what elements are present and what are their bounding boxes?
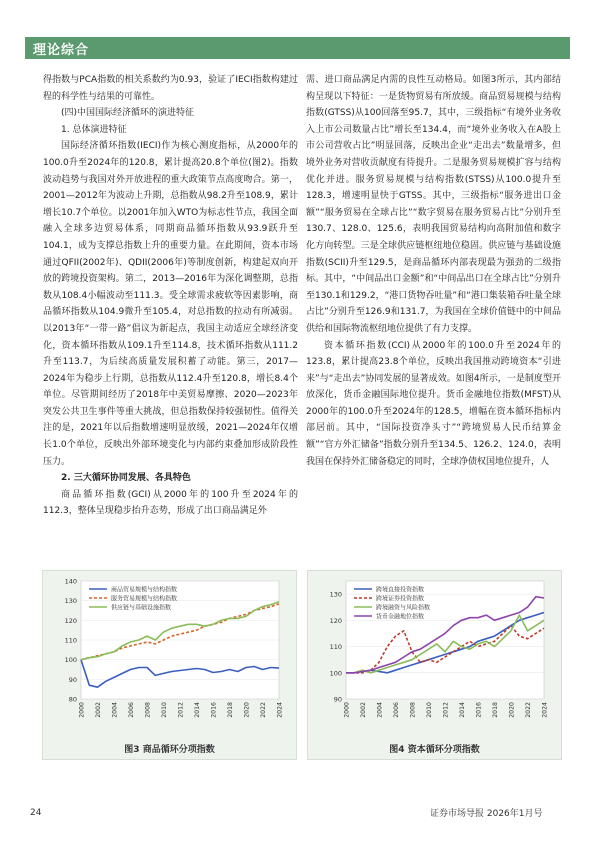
x-tick-label: 2012 [177, 702, 185, 718]
paragraph: 资本循环指数(CCI)从2000年的100.0升至2024年的123.8，累计提高23.8个单位，反映出我国推动跨境资本“引进来”与“走出去”协同发展的显著成效。如图4所示，一是制度型开放深化，货币金融国际地位提升。货币金融地位指数(MFST)从2000年的100.0升至2024年的128.5，增幅在资本循环指标内部居前。其中，“国际投资净头寸”“跨境贸易人民币结算金额”“官方外汇储备”指数分别升至134.5、126.2、124.0，表明我国在保持外汇储备稳定的同时，全球净债权国地位提升，人 [306, 340, 561, 467]
legend-label: 供应链与基础设施指数 [111, 604, 172, 612]
paragraph: 得指数与PCA指数的相关系数约为0.93，验证了IECI指数构建过程的科学性与结果的可靠性。 [43, 75, 298, 102]
legend-label: 商品贸易规模与结构指数 [111, 586, 178, 594]
x-tick-label: 2002 [359, 702, 367, 718]
paragraph: 2. 三大循环协同发展、各具特色 [61, 473, 191, 484]
figure-3-chart [43, 571, 296, 741]
x-tick-label: 2000 [78, 702, 86, 718]
x-tick-label: 2020 [508, 702, 516, 718]
y-tick-label: 80 [68, 695, 77, 704]
section-title: 理论综合 [33, 43, 90, 58]
paragraph: 国际经济循环指数(IECI)作为核心测度指标，从2000年的100.0升至2024年的120.8，累计提高20.8个单位(图2)。指数波动趋势与我国对外开放进程的重大政策节点高度吻合。第一，2001—2012年为波动上升期，总指数从98.2升至108.9，累计增长10.7个单位。以2001年加入WTO为标志性节点，我国全面融入全球多边贸易体系，同期商品循环指数从93.9跃升至104.1，成为支撑总指数上升的重要力量。在此期间，资本市场通过QFII(2002年)、QDII(2006年)等制度创新，构建起双向开放的跨境投资架构。第二，2013—2016年为深化调整期，总指数从108.4小幅波动至111.3。受全球需求疲软等因素影响，商品循环指数从104.9微升至105.4，对总指数的拉动有所减弱。以2013年“一带一路”倡议为新起点，我国主动适应全球经济变化，资本循环指数从109.1升至114.8，技术循环指数从111.2升至113.7，为后续高质量发展积蓄了动能。第三，2017—2024年为稳步上行期，总指数从112.4升至120.8，增长8.4个单位。尽管期间经历了2018年中美贸易摩擦、2020—2023年突发公共卫生事件等重大挑战，但总指数保持较强韧性。值得关注的是，2021年以后指数增速明显放缓，2021—2024年仅增长1.0个单位，反映出外部环境变化与内部约束叠加形成阶段性压力。 [43, 141, 298, 467]
y-tick-label: 110 [64, 636, 77, 645]
figure-3 [42, 570, 297, 760]
x-tick-label: 2004 [111, 702, 119, 718]
y-tick-label: 120 [64, 616, 77, 625]
x-tick-label: 2002 [94, 702, 102, 718]
y-tick-label: 130 [329, 590, 342, 599]
legend-label: 跨境证券投资指数 [376, 595, 425, 603]
right-column [306, 72, 561, 470]
x-tick-label: 2016 [475, 702, 483, 718]
legend-label: 货币金融地位指数 [376, 613, 425, 621]
x-tick-label: 2020 [243, 702, 251, 718]
figure-4-chart [308, 571, 561, 741]
paragraph: 需、进口商品满足内需的良性互动格局。如图3所示，其内部结构呈现以下特征：一是货物贸易有所放缓。商品贸易规模与结构指数(GTSS)从100回落至95.7，其中，三级指标“有境外业务收入上市公司数量占比”增长至134.4，而“境外业务收入在A股上市公司营收占比”明显回落，反映出企业“走出去”数量增多，但境外业务对营收贡献度有待提升。二是服务贸易规模扩容与结构优化并进。服务贸易规模与结构指数(STSS)从100.0提升至128.3，增速明显快于GTSS。其中，三级指标“服务进出口金额”“服务贸易在全球占比”“数字贸易在服务贸易占比”分别升至130.7、128.0、125.6，表明我国贸易结构向高附加值和数字化方向转型。三是全球供应链枢纽地位稳固。供应链与基础设施指数(SCII)升至129.5，是商品循环内部表现最为强劲的二级指标。其中，“中间品出口金额”和“中间品出口在全球占比”分别升至130.1和129.2，“港口货物吞吐量”和“港口集装箱吞吐量全球占比”分别升至126.9和131.7，为我国在全球价值链中的中间品供给和国际物流枢纽地位提供了有力支撑。 [306, 75, 561, 334]
paragraph: 1. 总体演进特征 [61, 124, 127, 135]
x-tick-label: 2022 [524, 702, 532, 718]
x-tick-label: 2010 [160, 702, 168, 718]
y-tick-label: 90 [68, 675, 77, 684]
x-tick-label: 2004 [376, 702, 384, 718]
x-tick-label: 2022 [259, 702, 267, 718]
x-tick-label: 2006 [392, 702, 400, 718]
paragraph: (四)中国国际经济循环的演进特征 [61, 108, 195, 119]
y-tick-label: 100 [64, 656, 77, 665]
x-tick-label: 2010 [425, 702, 433, 718]
y-tick-label: 110 [329, 643, 342, 652]
y-tick-label: 130 [64, 597, 77, 606]
legend-label: 服务贸易规模与结构指数 [111, 595, 178, 603]
journal-footer: 证券市场导报 2026年1月号 [430, 809, 543, 819]
left-column [43, 72, 298, 520]
figure-3-caption: 图3 商品循环分项指数 [124, 745, 215, 755]
y-tick-label: 90 [333, 695, 342, 704]
legend-label: 跨境融资与风险指数 [376, 604, 431, 612]
x-tick-label: 2012 [442, 702, 450, 718]
figure-4-caption: 图4 资本循环分项指数 [389, 745, 480, 755]
x-tick-label: 2024 [541, 702, 549, 718]
x-tick-label: 2014 [193, 702, 201, 718]
x-tick-label: 2024 [276, 702, 284, 718]
paragraph: 商品循环指数(GCI)从2000年的100升至2024年的112.3，整体呈现稳步抬升态势，形成了出口商品满足外 [43, 489, 298, 517]
y-tick-label: 120 [329, 616, 342, 625]
x-tick-label: 2018 [226, 702, 234, 718]
x-tick-label: 2016 [210, 702, 218, 718]
x-tick-label: 2006 [127, 702, 135, 718]
x-tick-label: 2000 [343, 702, 351, 718]
x-tick-label: 2018 [491, 702, 499, 718]
x-tick-label: 2008 [409, 702, 417, 718]
figure-4 [307, 570, 562, 760]
x-tick-label: 2014 [458, 702, 466, 718]
section-header-bar [25, 37, 570, 59]
y-tick-label: 140 [64, 577, 77, 586]
x-tick-label: 2008 [144, 702, 152, 718]
legend-label: 跨境直接投资指数 [376, 586, 425, 594]
y-tick-label: 100 [329, 669, 342, 678]
page-number: 24 [30, 808, 42, 818]
